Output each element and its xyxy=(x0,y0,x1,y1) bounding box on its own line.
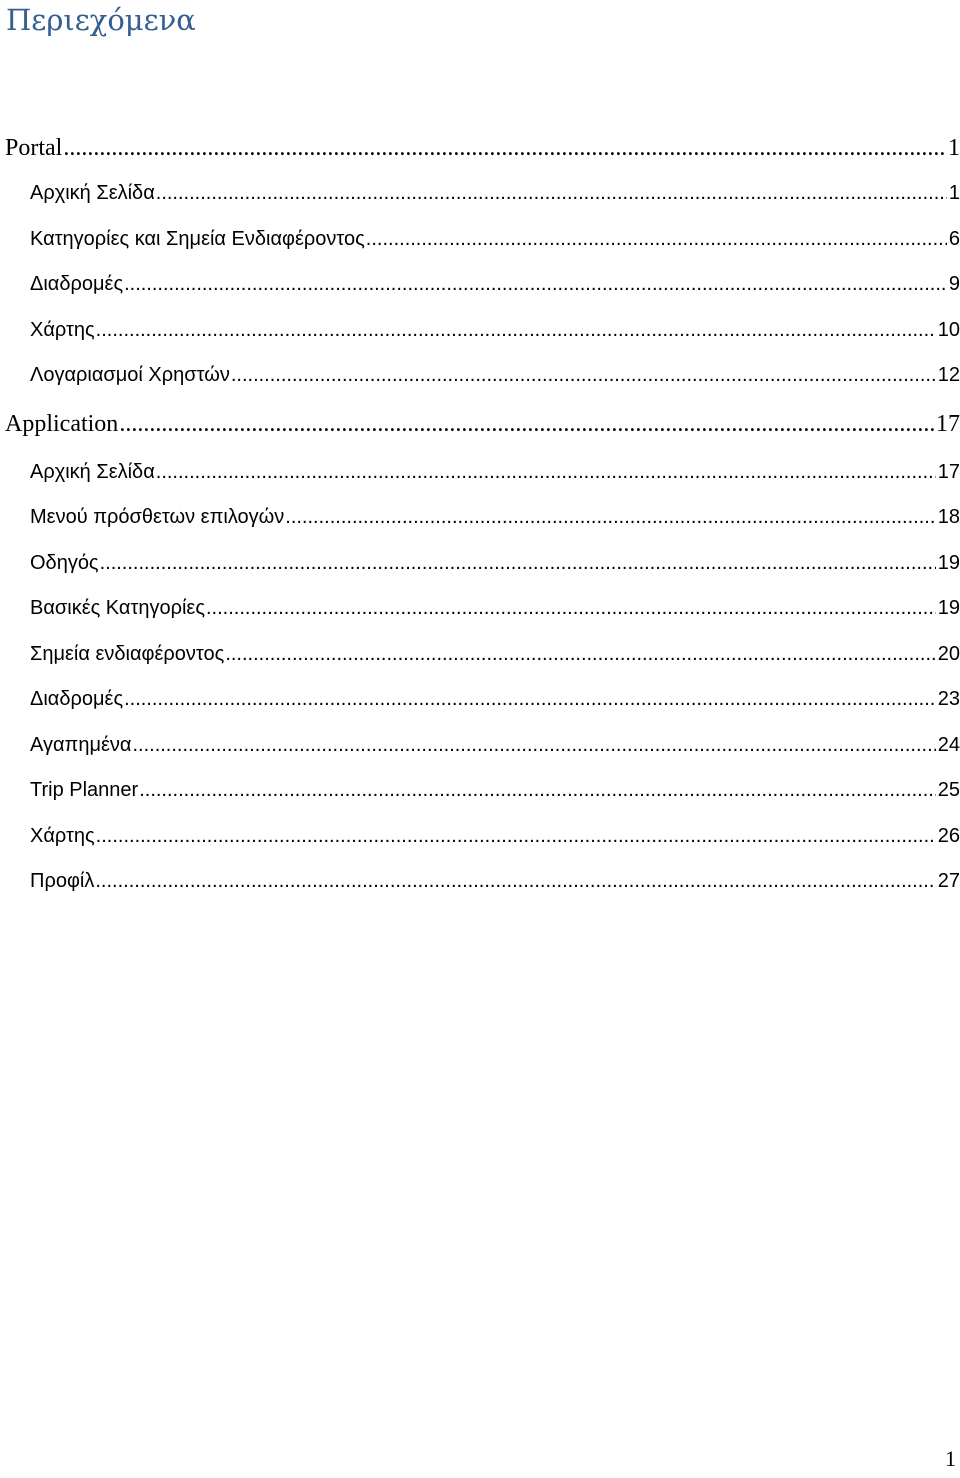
toc-entry-extra-options-menu[interactable] xyxy=(0,495,960,541)
toc-leader-dots xyxy=(96,308,936,354)
toc-entry-guide[interactable] xyxy=(0,541,960,587)
toc-entry-text: Αγαπημένα xyxy=(30,733,132,756)
toc-entry-page: 12 xyxy=(937,364,960,386)
toc-entry-portal-routes[interactable] xyxy=(0,262,960,308)
toc-leader-dots xyxy=(285,495,935,541)
toc-leader-dots xyxy=(156,171,947,217)
toc-entry-page: 24 xyxy=(937,733,960,756)
toc-entry-text: Λογαριασμοί Χρηστών xyxy=(30,364,230,386)
toc-leader-dots xyxy=(225,632,935,678)
toc-entry-text: Application xyxy=(5,410,119,437)
toc-entry-text: Μενού πρόσθετων επιλογών xyxy=(30,506,285,528)
toc-leader-dots xyxy=(366,217,947,263)
toc-entry-text: Αρχική Σελίδα xyxy=(30,460,155,483)
toc-leader-dots xyxy=(231,353,936,399)
toc-entry-page: 26 xyxy=(937,824,960,847)
toc-leader-dots xyxy=(132,723,935,769)
toc-entry-page: 1 xyxy=(948,182,960,204)
toc-leader-dots xyxy=(63,125,946,171)
toc-entry-page: 18 xyxy=(937,506,960,528)
toc-entry-profile[interactable] xyxy=(0,859,960,905)
toc-leader-dots xyxy=(119,399,934,450)
toc-entry-basic-categories[interactable] xyxy=(0,586,960,632)
toc-entry-app-routes[interactable] xyxy=(0,677,960,723)
toc-entry-page: 1 xyxy=(948,135,960,161)
toc-entry-page: 9 xyxy=(948,273,960,295)
toc-entry-text: Αρχική Σελίδα xyxy=(30,182,155,204)
toc-entry-text: Οδηγός xyxy=(30,551,99,574)
toc-entry-text: Portal xyxy=(5,135,63,161)
toc-entry-points-of-interest[interactable] xyxy=(0,632,960,678)
toc-entry-page: 19 xyxy=(937,597,960,619)
toc-entry-text: Διαδρομές xyxy=(30,688,124,710)
toc-entry-page: 25 xyxy=(937,779,960,801)
toc-entry-portal[interactable] xyxy=(0,125,960,171)
toc-title: Περιεχόμενα xyxy=(6,3,196,37)
toc-entry-text: Σημεία ενδιαφέροντος xyxy=(30,642,225,665)
toc-entry-text: Κατηγορίες και Σημεία Ενδιαφέροντος xyxy=(30,227,365,250)
toc-leader-dots xyxy=(96,814,936,860)
toc-entry-text: Διαδρομές xyxy=(30,273,124,295)
toc-leader-dots xyxy=(206,586,936,632)
toc-entry-favorites[interactable] xyxy=(0,723,960,769)
toc-leader-dots xyxy=(100,541,936,587)
page-number: 1 xyxy=(945,1446,956,1471)
toc-entry-page: 20 xyxy=(937,642,960,665)
toc-entry-application[interactable] xyxy=(0,399,960,450)
toc-entry-text: Προφίλ xyxy=(30,870,95,892)
toc-entry-categories-poi[interactable] xyxy=(0,217,960,263)
toc-leader-dots xyxy=(95,859,935,905)
toc-leader-dots xyxy=(124,677,936,723)
toc-entry-app-home[interactable] xyxy=(0,450,960,496)
toc-entry-page: 17 xyxy=(936,410,960,437)
toc-leader-dots xyxy=(156,450,936,496)
toc-entry-page: 27 xyxy=(937,870,960,892)
toc-entry-text: Trip Planner xyxy=(30,779,139,801)
toc-entry-page: 19 xyxy=(937,551,960,574)
toc-entry-trip-planner[interactable] xyxy=(0,768,960,814)
toc-entry-page: 23 xyxy=(937,688,960,710)
table-of-contents xyxy=(0,125,960,905)
toc-entry-portal-home[interactable] xyxy=(0,171,960,217)
toc-leader-dots xyxy=(139,768,936,814)
toc-entry-user-accounts[interactable] xyxy=(0,353,960,399)
toc-entry-text: Χάρτης xyxy=(30,824,95,847)
toc-entry-page: 17 xyxy=(937,460,960,483)
toc-entry-app-map[interactable] xyxy=(0,814,960,860)
toc-leader-dots xyxy=(124,262,947,308)
toc-entry-portal-map[interactable] xyxy=(0,308,960,354)
toc-entry-text: Χάρτης xyxy=(30,318,95,341)
toc-entry-page: 10 xyxy=(937,318,960,341)
toc-entry-text: Βασικές Κατηγορίες xyxy=(30,597,205,619)
toc-entry-page: 6 xyxy=(948,227,960,250)
